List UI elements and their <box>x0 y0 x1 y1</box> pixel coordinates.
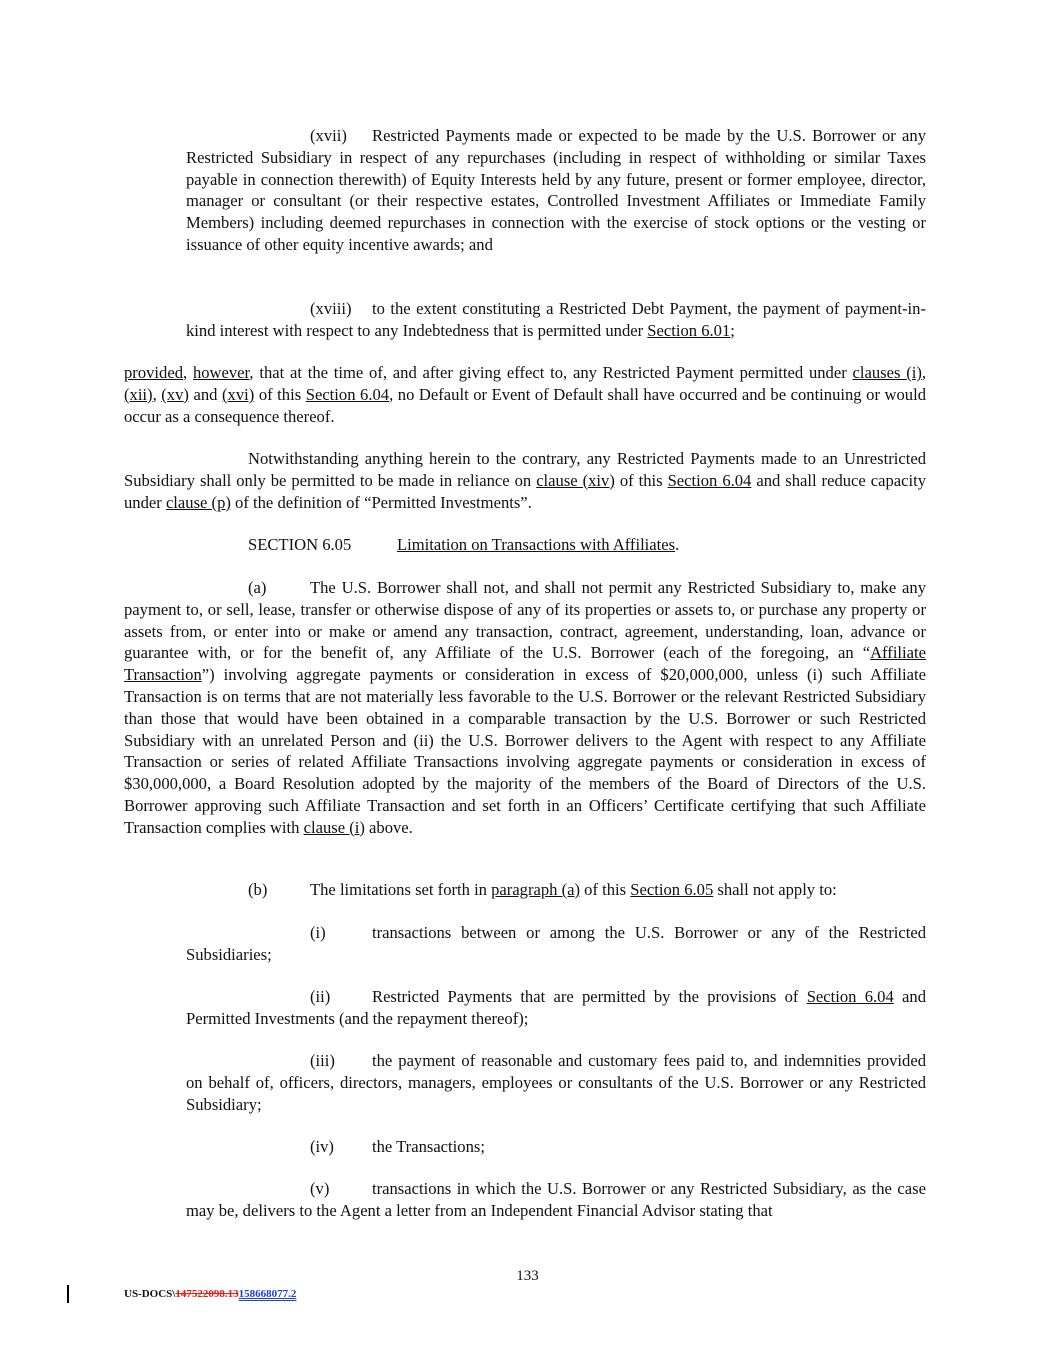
clause-text: transactions between or among the U.S. Borrower or any of the Restricted Subsidiaries; <box>186 923 926 964</box>
defined-term: Affiliate Transaction <box>124 643 926 685</box>
proviso-paragraph <box>124 362 926 427</box>
cross-reference: clauses (i) <box>852 363 922 382</box>
section-heading <box>248 534 679 556</box>
cross-reference: (xii) <box>124 384 153 404</box>
clause-label: (iii) <box>310 1051 335 1070</box>
text: , no Default or Event of Default shall have occurred and be continuing or would occur as a consequence thereof. <box>124 384 927 426</box>
cross-reference: paragraph (a) <box>491 880 581 899</box>
text: of this <box>254 384 306 404</box>
text: of the definition of “Permitted Investments”. <box>230 492 532 512</box>
cross-reference: clause (i) <box>303 817 365 837</box>
clause-label: (iv) <box>310 1137 334 1156</box>
clause-b-iii <box>186 1050 926 1115</box>
cross-reference: (xv) <box>161 384 189 404</box>
cross-reference: Section 6.04 <box>667 470 752 490</box>
cross-reference: Section 6.04 <box>806 987 894 1006</box>
clause-b-ii <box>186 986 926 1030</box>
defined-word: provided <box>124 363 183 382</box>
cross-reference: Section 6.01 <box>647 320 731 340</box>
text: , <box>921 363 927 382</box>
text: ”) involving aggregate payments or consideration in excess of $20,000,000, unless (i) such Affiliate Transaction is on terms that are not materially less favorable to the U.S. Borrower or the relevant Restricted Subsidiary than those that would have been obtained in a comparable transaction by the U.S. Borrower or such Restricted Subsidiary with an unrelated Person and (ii) the U.S. Borrower delivers to the Agent with respect to any Affiliate Transaction or series of related Affiliate Transactions involving aggregate payments or consideration in excess of $30,000,000, a Board Resolution adopted by the majority of the members of the Board of Directors of the U.S. Borrower approving such Affiliate Transaction and set forth in an Officers’ Certificate certifying that such Affiliate Transaction complies with <box>124 665 926 837</box>
text: above. <box>364 817 413 837</box>
clause-text: transactions in which the U.S. Borrower or any Restricted Subsidiary, as the case may be, delivers to the Agent a letter from an Independent Financial Advisor stating that <box>186 1179 926 1220</box>
clause-text: Restricted Payments made or expected to be made by the U.S. Borrower or any Restricted Subsidiary in respect of any repurchases (including in respect of withholding or similar Taxes payable in connection therewith) of Equity Interests held by any future, present or former employee, director, manager or consultant (or their respective estates, Controlled Investment Affiliates or Immediate Family Members) including deemed repurchases in connection with the exercise of stock options or the vesting or issuance of other equity incentive awards; and <box>186 126 926 254</box>
text: and <box>188 384 222 404</box>
document-id-footer <box>124 1288 296 1300</box>
defined-word: however <box>192 363 250 382</box>
text: , <box>152 384 162 404</box>
clause-label: (b) <box>248 880 268 899</box>
clause-label: (a) <box>248 578 267 597</box>
punctuation: ; <box>730 320 735 340</box>
clause-text: the Transactions; <box>372 1137 485 1156</box>
text: Restricted Payments that are permitted by the provisions of <box>372 987 807 1006</box>
cross-reference: Section 6.04 <box>305 384 390 404</box>
clause-xvii <box>186 125 926 256</box>
clause-xviii <box>186 298 926 342</box>
clause-label: (ii) <box>310 987 331 1006</box>
doc-id-prefix: US-DOCS\ <box>124 1288 176 1300</box>
clause-label: (xviii) <box>310 299 352 318</box>
clause-b-v <box>186 1178 926 1222</box>
text: and shall reduce capacity under <box>124 470 927 512</box>
clause-label: (xvii) <box>310 126 347 145</box>
change-bar <box>67 1285 69 1303</box>
text: of this <box>614 470 668 490</box>
text: and Permitted Investments (and the repayment thereof); <box>186 987 926 1028</box>
punctuation: . <box>675 535 680 554</box>
text: The limitations set forth in <box>310 880 492 899</box>
section-number: SECTION 6.05 <box>248 535 352 554</box>
cross-reference: Section 6.05 <box>630 880 714 899</box>
text: , <box>183 363 193 382</box>
text: shall not apply to: <box>713 880 837 899</box>
cross-reference: clause (p) <box>165 492 231 512</box>
text: , that at the time of, and after giving effect to, any Restricted Payment permitted under <box>249 363 853 382</box>
paragraph-b <box>124 879 926 901</box>
paragraph-a <box>124 577 926 839</box>
text: Notwithstanding anything herein to the contrary, any Restricted Payments made to an Unrestricted Subsidiary shall only be permitted to be made in reliance on <box>124 449 926 490</box>
cross-reference: clause (xiv) <box>536 470 615 490</box>
clause-b-iv <box>310 1136 485 1158</box>
doc-id-deleted: 147522098.13 <box>175 1288 239 1300</box>
clause-text: to the extent constituting a Restricted Debt Payment, the payment of payment-in-kind interest with respect to any Indebtedness that is permitted under <box>186 299 926 340</box>
clause-b-i <box>186 922 926 966</box>
cross-reference: (xvi) <box>222 384 255 404</box>
page-number: 133 <box>516 1268 539 1284</box>
doc-id-inserted: 158668077.2 <box>238 1288 297 1300</box>
notwithstanding-paragraph <box>124 448 926 513</box>
text: The U.S. Borrower shall not, and shall not permit any Restricted Subsidiary to, make any payment to, or sell, lease, transfer or otherwise dispose of any of its properties or assets to, or purchase any property or assets from, or enter into or make or amend any transaction, contract, agreement, understanding, loan, advance or guarantee with, or for the benefit of, any Affiliate of the U.S. Borrower (each of the foregoing, an “ <box>124 578 926 663</box>
section-title: Limitation on Transactions with Affiliates <box>397 535 676 554</box>
text: of this <box>580 880 631 899</box>
clause-label: (v) <box>310 1179 330 1198</box>
clause-text: the payment of reasonable and customary fees paid to, and indemnities provided on behalf of, officers, directors, managers, employees or consultants of the U.S. Borrower or any Restricted Subsidiary; <box>186 1051 926 1114</box>
clause-label: (i) <box>310 923 326 942</box>
